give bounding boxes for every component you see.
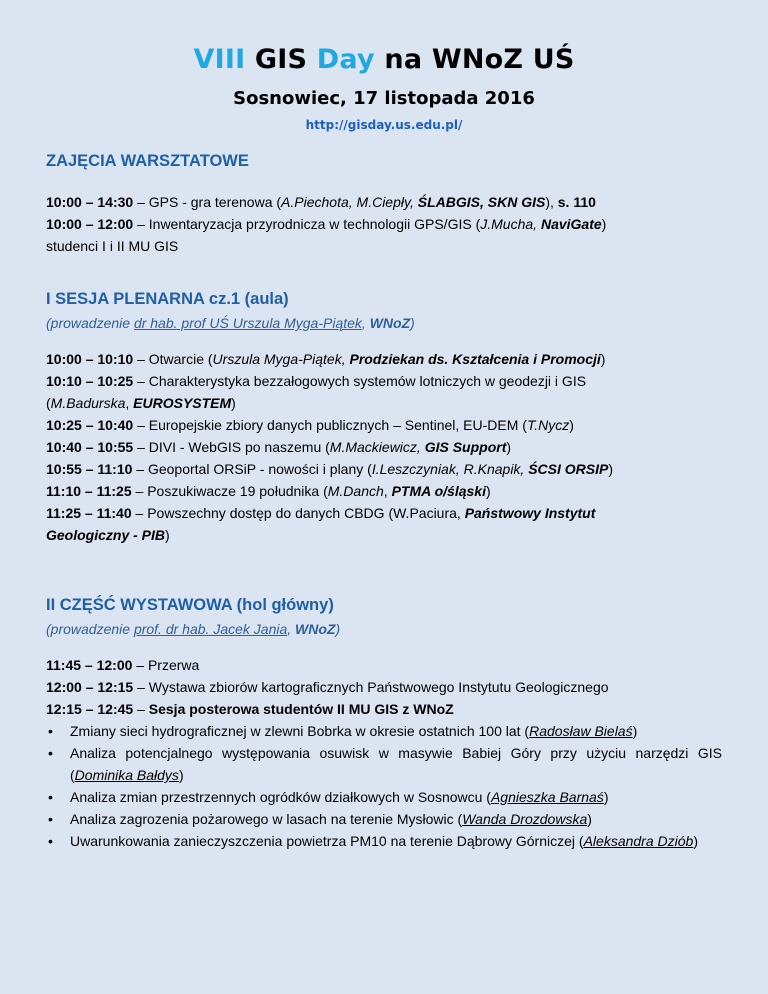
chair-suffix: ) [410,315,415,331]
room: s. 110 [557,194,596,210]
poster-tail: ) [178,767,184,783]
line-tail: ) [569,417,574,433]
line-tail: ) [608,461,614,477]
poster-author: Agnieszka Barnaś [490,789,604,805]
chair-sep: , [287,621,296,637]
poster-title: Analiza zmian przestrzennych ogródków działkowych w Sosnowcu ( [70,789,491,805]
schedule-line [46,502,722,524]
line-text: – Powszechny dostęp do danych CBDG (W.Paciura, [131,505,465,521]
time-range: 10:25 – 10:40 [46,417,134,433]
poster-author: Dominika Bałdys [74,767,179,783]
separator: , [125,395,134,411]
line-tail: ) [600,351,606,367]
line-text: – DIVI - WebGIS po naszemu ( [133,439,330,455]
speakers: J.Mucha, [480,216,541,232]
speakers: M.Badurska [50,395,126,411]
line-text: – [133,701,149,717]
schedule-line [46,213,722,235]
time-range: 10:00 – 14:30 [46,194,134,210]
line-text: GPS - gra terenowa ( [148,194,282,210]
poster-title: Analiza potencjalnego występowania osuwisk w masywie Babiej Góry przy użyciu narzędzi GIS ( [70,745,722,783]
schedule-line [46,524,722,546]
title-part-day: Day [316,44,375,75]
speakers: I.Leszczyniak, R.Knapik, [371,461,529,477]
event-url-link[interactable]: http://gisday.us.edu.pl/ [305,118,463,132]
chair-suffix: ) [335,621,341,637]
workshops-list [46,191,722,235]
line-text: – Poszukiwacze 19 południka ( [131,483,328,499]
line-text: – Geoportal ORSiP - nowości i plany ( [132,461,372,477]
poster-author: Aleksandra Dziób [583,833,694,849]
schedule-line [46,414,722,436]
workshops-section [46,152,722,257]
schedule-line [46,348,722,370]
poster-title: Analiza zagrozenia pożarowego w lasach na terenie Mysłowic ( [70,811,463,827]
workshops-note: studenci I i II MU GIS [46,238,179,254]
workshops-heading: ZAJĘCIA WARSZTATOWE [46,152,249,170]
organization: Prodziekan ds. Kształcenia i Promocji [349,351,601,367]
poster-item [70,742,722,786]
poster-item [70,720,722,742]
organization: ŚCSI ORSIP [528,461,609,477]
line-tail: ) [506,439,512,455]
organization: Geologiczny - PIB [46,527,166,543]
title-part-gis: GIS [245,44,317,75]
organization: NaviGate [540,216,602,232]
chair-person-link[interactable]: dr hab. prof UŚ Urszula Myga-Piątek [133,315,362,331]
session2-heading: II CZĘŚĆ WYSTAWOWA (hol główny) [46,596,334,614]
title-part-roman: VIII [193,44,246,75]
organization: EUROSYSTEM [133,395,232,411]
line-tail: ), [545,194,558,210]
time-range: 10:55 – 11:10 [46,461,133,477]
line-tail: ) [165,527,170,543]
event-subtitle: Sosnowiec, 17 listopada 2016 [233,88,535,109]
time-range: 10:40 – 10:55 [46,439,134,455]
poster-tail: ) [603,789,609,805]
time-range: 10:00 – 10:10 [46,351,134,367]
organization: GIS Support [424,439,507,455]
poster-author: Wanda Drozdowska [462,811,588,827]
chair-prefix: (prowadzenie [46,621,134,637]
schedule-line [46,191,722,213]
organization: PTMA o/śląski [391,483,486,499]
chair-org: WNoZ [369,315,411,331]
poster-item [70,808,722,830]
line-tail: ) [485,483,491,499]
organization: Państwowy Instytut [464,505,596,521]
line-text: – Europejskie zbiory danych publicznych – Sentinel, EU-DEM ( [133,417,527,433]
speakers: T.Nycz [526,417,570,433]
time-range: 11:25 – 11:40 [46,505,132,521]
poster-tail: ) [587,811,592,827]
schedule-line [46,698,722,720]
poster-list [46,720,722,852]
schedule-line [46,458,722,480]
dash: – [133,194,149,210]
dash: – [133,216,149,232]
chair-person-link[interactable]: prof. dr hab. Jacek Jania [133,621,288,637]
poster-author: Radosław Bielaś [529,723,633,739]
time-range: 12:15 – 12:45 [46,701,134,717]
speakers: A.Piechota, M.Ciepły, [281,194,418,210]
schedule-line [46,654,722,676]
separator: , [383,483,392,499]
session1-heading: I SESJA PLENARNA cz.1 (aula) [46,290,289,308]
poster-title: Zmiany sieci hydrograficznej w zlewni Bobrka w okresie ostatnich 100 lat ( [70,723,530,739]
organization: ŚLABGIS, SKN GIS [417,194,546,210]
line-bold-text: Sesja posterowa studentów II MU GIS z WNoZ [148,701,454,717]
speakers: M.Danch [327,483,384,499]
schedule-line [46,676,722,698]
time-range: 10:10 – 10:25 [46,373,134,389]
chair-sep: , [361,315,370,331]
time-range: 11:45 – 12:00 [46,657,133,673]
document-page [46,0,722,849]
session1-section [46,290,722,546]
time-range: 11:10 – 11:25 [46,483,132,499]
schedule-line [46,436,722,458]
line-text: – Przerwa [132,657,200,673]
poster-tail: ) [632,723,638,739]
time-range: 10:00 – 12:00 [46,216,134,232]
schedule-line [46,480,722,502]
poster-item [70,786,722,808]
line-text: – Otwarcie ( [133,351,213,367]
speakers: Urszula Myga-Piątek, [212,351,350,367]
schedule-line [46,392,722,414]
time-range: 12:00 – 12:15 [46,679,134,695]
line-text: Inwentaryzacja przyrodnicza w technologii GPS/GIS ( [148,216,481,232]
poster-tail: ) [693,833,698,849]
chair-prefix: (prowadzenie [46,315,134,331]
title-part-venue: na WNoZ UŚ [374,44,575,75]
line-tail: ) [601,216,607,232]
poster-item [70,830,722,852]
poster-title: Uwarunkowania zanieczyszczenia powietrza PM10 na terenie Dąbrowy Górniczej ( [70,833,584,849]
session1-list [46,348,722,546]
session2-chair [46,621,722,637]
schedule-line [46,370,722,392]
chair-org: WNoZ [295,621,336,637]
session1-chair [46,315,722,331]
line-text: – Charakterystyka bezzałogowych systemów lotniczych w geodezji i GIS [133,373,587,389]
speakers: M.Mackiewicz, [329,439,425,455]
session2-list [46,654,722,720]
line-text: ( [46,395,51,411]
line-tail: ) [231,395,236,411]
event-title [46,44,722,80]
line-text: – Wystawa zbiorów kartograficznych Państwowego Instytutu Geologicznego [133,679,609,695]
session2-section [46,596,722,852]
